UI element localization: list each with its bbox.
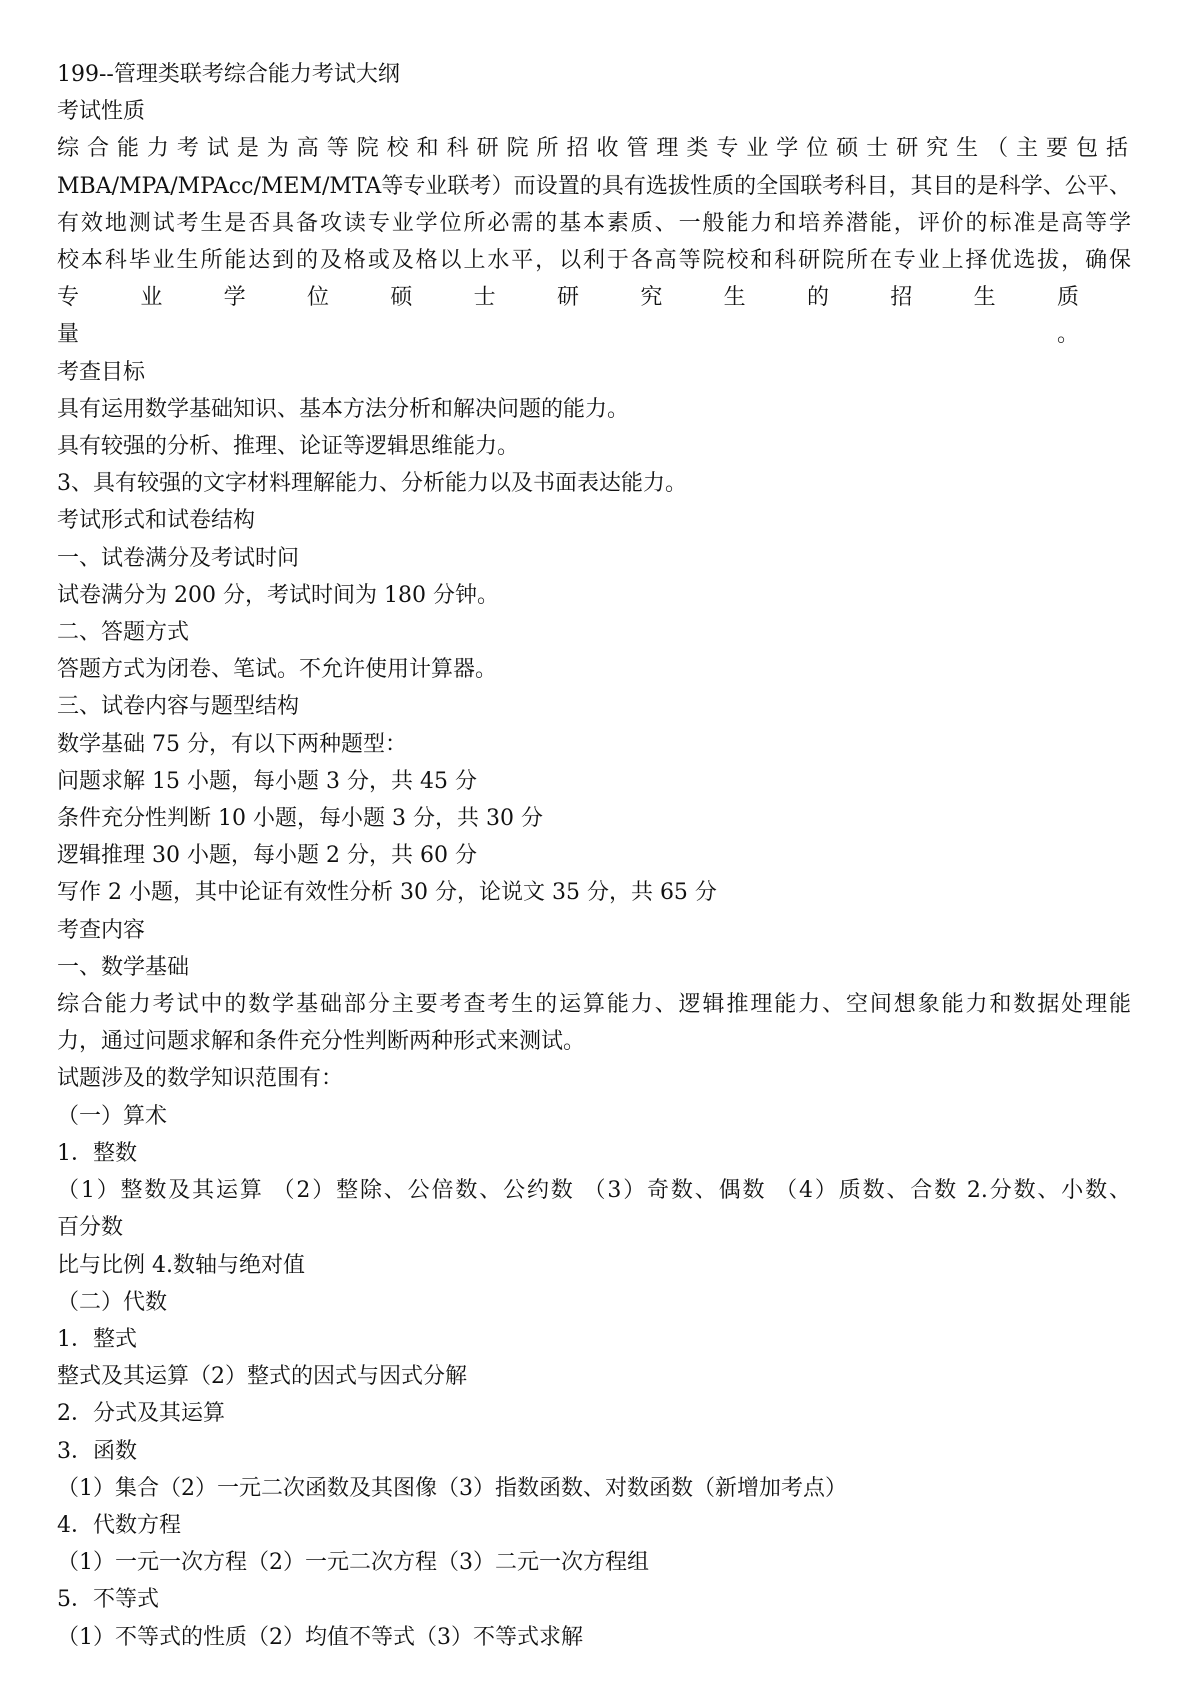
format-subheading-1: 一、试卷满分及考试时问 — [57, 545, 300, 571]
goal-item-1: 具有运用数学基础知识、基本方法分析和解决问题的能力。 — [57, 396, 630, 422]
question-type-line-1: 问题求解 15 小题，每小题 3 分，共 45 分 — [57, 768, 477, 794]
arithmetic-heading: （一）算术 — [57, 1103, 168, 1129]
format-subheading-3: 三、试卷内容与题型结构 — [57, 694, 300, 720]
section-heading-format: 考试形式和试卷结构 — [57, 508, 256, 534]
arithmetic-item-1-list-cont: 百分数 — [57, 1215, 124, 1241]
goal-item-3: 3、具有较强的文字材料理解能力、分析能力以及书面表达能力。 — [57, 471, 687, 497]
document-page — [57, 56, 1131, 1656]
section-heading-nature: 考试性质 — [57, 99, 146, 125]
arithmetic-item-1-list: （1）整数及其运算 （2）整除、公倍数、公约数 （3）奇数、偶数 （4）质数、合数 2.分数、小数、 — [57, 1178, 1131, 1204]
algebra-heading: （二）代数 — [57, 1289, 168, 1315]
nature-paragraph-line-3: 有效地测试考生是否具备攻读专业学位所必需的基本素质、一般能力和培养潜能，评价的标准是高等学 — [57, 210, 1131, 236]
arithmetic-item-3-4: 比与比例 4.数轴与绝对值 — [57, 1252, 305, 1278]
question-type-line-4: 写作 2 小题，其中论证有效性分析 30 分，论说文 35 分，共 65 分 — [57, 880, 717, 906]
format-subheading-2: 二、答题方式 — [57, 620, 190, 646]
algebra-item-5-list: （1）不等式的性质（2）均值不等式（3）不等式求解 — [57, 1624, 583, 1650]
algebra-item-4: 4．代数方程 — [57, 1512, 181, 1538]
algebra-item-3-list: （1）集合（2）一元二次函数及其图像（3）指数函数、对数函数（新增加考点） — [57, 1475, 847, 1501]
nature-paragraph-line-5: 专业学位硕士研究生的招生质量。 — [57, 285, 1131, 348]
algebra-item-5: 5．不等式 — [57, 1587, 159, 1613]
content-paragraph-line-2: 力，通过问题求解和条件充分性判断两种形式来测试。 — [57, 1029, 586, 1055]
math-score-line: 数学基础 75 分，有以下两种题型： — [57, 731, 407, 757]
algebra-item-2: 2．分式及其运算 — [57, 1401, 225, 1427]
goal-item-2: 具有较强的分析、推理、论证等逻辑思维能力。 — [57, 434, 520, 460]
scope-line: 试题涉及的数学知识范围有： — [57, 1066, 344, 1092]
nature-paragraph-line-1: 综合能力考试是为高等院校和科研院所招收管理类专业学位硕士研究生（主要包括 — [57, 136, 1131, 162]
format-text-2: 答题方式为闭卷、笔试。不允许使用计算器。 — [57, 657, 498, 683]
section-heading-goals: 考查目标 — [57, 359, 146, 385]
algebra-item-4-list: （1）一元一次方程（2）一元二次方程（3）二元一次方程组 — [57, 1550, 649, 1576]
arithmetic-item-1: 1．整数 — [57, 1140, 137, 1166]
algebra-item-3: 3．函数 — [57, 1438, 137, 1464]
question-type-line-3: 逻辑推理 30 小题，每小题 2 分，共 60 分 — [57, 843, 477, 869]
algebra-item-1-list: 整式及其运算（2）整式的因式与因式分解 — [57, 1364, 467, 1390]
format-text-1: 试卷满分为 200 分，考试时间为 180 分钟。 — [57, 582, 499, 608]
section-heading-content: 考查内容 — [57, 917, 146, 943]
algebra-item-1: 1．整式 — [57, 1326, 137, 1352]
nature-paragraph-line-2: MBA/MPA/MPAcc/MEM/MTA等专业联考）而设置的具有选拔性质的全国联考科目，其目的是科学、公平、 — [57, 173, 1131, 199]
content-paragraph-line-1: 综合能力考试中的数学基础部分主要考查考生的运算能力、逻辑推理能力、空间想象能力和数据处理能 — [57, 992, 1131, 1018]
content-subheading-1: 一、数学基础 — [57, 954, 190, 980]
document-title: 199--管理类联考综合能力考试大纲 — [57, 62, 400, 87]
question-type-line-2: 条件充分性判断 10 小题，每小题 3 分，共 30 分 — [57, 806, 543, 832]
nature-paragraph-line-4: 校本科毕业生所能达到的及格或及格以上水平，以利于各高等院校和科研院所在专业上择优选拔，确保 — [57, 248, 1131, 274]
